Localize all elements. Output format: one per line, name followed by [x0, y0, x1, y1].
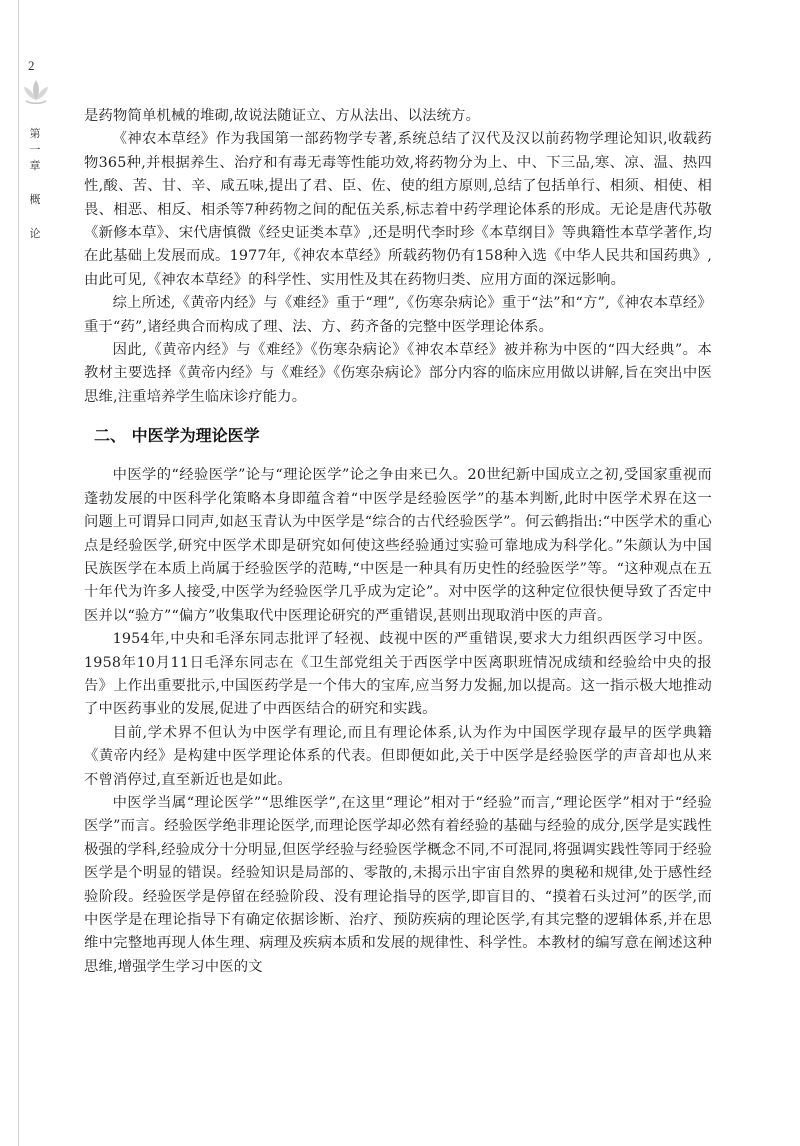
chapter-title-char: 概	[29, 193, 41, 206]
paragraph: 《神农本草经》作为我国第一部药物学专著,系统总结了汉代及汉以前药物学理论知识,收载药物365种,并根据养生、治疗和有毒无毒等性能功效,将药物分为上、中、下三品,寒、凉、温、热四性,酸、苦、甘、辛、咸五味,提出了君、臣、佐、使的组方原则,总结了包括单行、相须、相使、相畏、相恶、相反、相杀等7种药物之间的配伍关系,标志着中药学理论体系的形成。无论是唐代苏敬《新修本草》、宋代唐慎微《经史证类本草》,还是明代李时珍《本草纲目》等典籍性本草学著作,均在此基础上发展而成。1977年,《神农本草经》所载药物仍有158种入选《中华人民共和国药典》,由此可见,《神农本草经》的科学性、实用性及其在药物归类、应用方面的深远影响。	[84, 131, 712, 288]
chapter-title-char: 论	[29, 227, 41, 240]
section-heading: 二、 中医学为理论医学	[94, 426, 260, 446]
paragraph: 因此,《黄帝内经》与《难经》《伤寒杂病论》《神农本草经》被并称为中医的“四大经典”。本教材主要选择《黄帝内经》与《难经》《伤寒杂病论》部分内容的临床应用做以讲解,旨在突出中医思维,注重培养学生临床诊疗能力。	[84, 342, 712, 405]
paragraph: 1954年,中央和毛泽东同志批评了轻视、歧视中医的严重错误,要求大力组织西医学习中医。1958年10月11日毛泽东同志在《卫生部党组关于西医学中医离职班情况成绩和经验给中央的报告》上作出重要批示,中国医药学是一个伟大的宝库,应当努力发掘,加以提高。这一指示极大地推动了中医药事业的发展,促进了中西医结合的研究和实践。	[84, 631, 712, 718]
paragraph: 中医学的“经验医学”论与“理论医学”论之争由来已久。20世纪新中国成立之初,受国家重视而蓬勃发展的中医科学化策略本身即蕴含着“中医学是经验医学”的基本判断,此时中医学术界在这一问题上可谓异口同声,如赵玉青认为中医学是“综合的古代经验医学”。何云鹤指出:“中医学术的重心点是经验医学,研究中医学术即是研究如何使这些经验通过实验可靠地成为科学化。”朱颜认为中国民族医学在本质上尚属于经验医学的范畴,“中医是一种具有历史性的经验医学”等。“这种观点在五十年代为许多人接受,中医学为经验医学几乎成为定论”。对中医学的这种定位很快便导致了否定中医并以“验方”“偏方”收集取代中医理论研究的严重错误,甚则出现取消中医的声音。	[84, 467, 712, 624]
lotus-icon	[20, 76, 52, 108]
paragraph: 目前,学术界不但认为中医学有理论,而且有理论体系,认为作为中国医学现存最早的医学典籍《黄帝内经》是构建中医学理论体系的代表。但即便如此,关于中医学是经验医学的声音却也从来不曾消停过,直至新近也是如此。	[84, 724, 712, 788]
page-body	[84, 105, 712, 979]
page-number: 2	[28, 58, 35, 73]
paragraph: 中医学当属“理论医学”“思维医学”,在这里“理论”相对于“经验”而言,“理论医学”相对于“经验医学”而言。经验医学绝非理论医学,而理论医学却必然有着经验的基础与经验的成分,医学是实践性极强的学科,经验成分十分明显,但医学经验与经验医学概念不同,不可混同,将强调实践性等同于经验医学是个明显的错误。经验知识是局部的、零散的,未揭示出宇宙自然界的奥秘和规律,处于感性经验阶段。经验医学是停留在经验阶段、没有理论指导的医学,即盲目的、“摸着石头过河”的医学,而中医学是在理论指导下有确定依据诊断、治疗、预防疾病的理论医学,有其完整的逻辑体系,并在思维中完整地再现人体生理、病理及疾病本质和发展的规律性、科学性。本教材的编写意在阐述这种思维,增强学生学习中医的文	[84, 794, 712, 975]
paragraph: 综上所述,《黄帝内经》与《难经》重于“理”,《伤寒杂病论》重于“法”和“方”,《神农本草经》重于“药”,诸经典合而构成了理、法、方、药齐备的完整中医学理论体系。	[84, 295, 712, 335]
chapter-tab	[27, 126, 43, 242]
chapter-label-char: 一	[29, 143, 41, 156]
paragraph: 是药物简单机械的堆砌,故说法随证立、方从法出、以法统方。	[84, 108, 481, 124]
chapter-label-char: 第	[29, 127, 41, 140]
chapter-label-char: 章	[29, 159, 41, 172]
margin-rule	[18, 0, 19, 1146]
